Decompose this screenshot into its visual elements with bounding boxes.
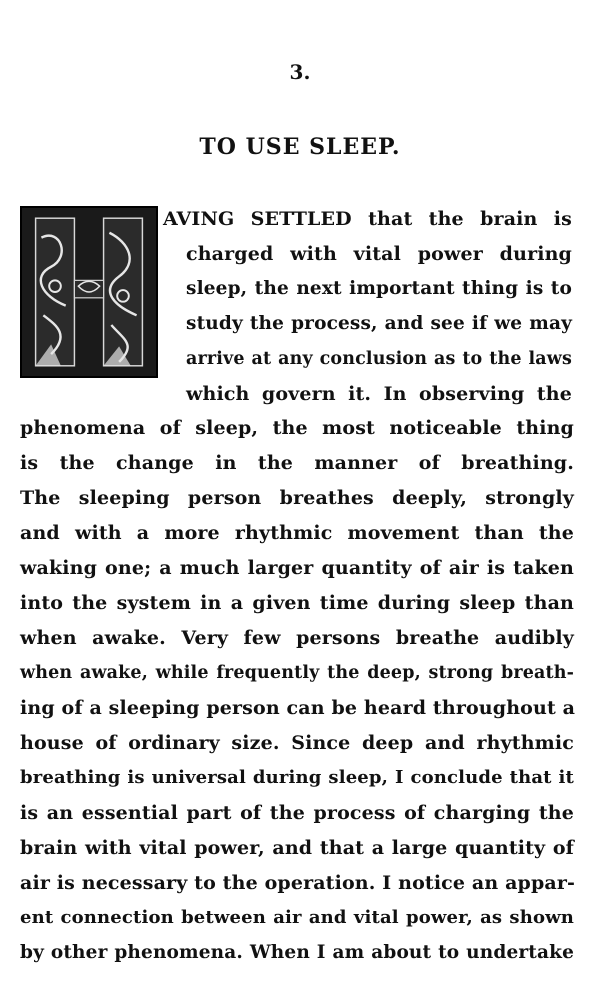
chapter-number: 3. bbox=[289, 60, 311, 84]
dropcap-ornament-icon bbox=[22, 208, 156, 376]
text-line-6: which govern it. In observing the bbox=[186, 383, 572, 405]
ornamental-dropcap-h bbox=[20, 206, 158, 378]
chapter-title: TO USE SLEEP. bbox=[199, 134, 401, 160]
text-line-4: study the process, and see if we may bbox=[186, 313, 572, 334]
text-line-19: brain with vital power, and that a large quantity of bbox=[20, 837, 574, 859]
text-line-10: and with a more rhythmic movement than the bbox=[20, 522, 574, 544]
text-line-12: into the system in a given time during sleep than bbox=[20, 592, 574, 614]
text-line-9: The sleeping person breathes deeply, strongly bbox=[20, 487, 574, 509]
text-line-13: when awake. Very few persons breathe audibly bbox=[20, 627, 574, 649]
text-line-21: ent connection between air and vital power, as shown bbox=[20, 907, 574, 928]
text-line-15: ing of a sleeping person can be heard throughout a bbox=[20, 697, 576, 719]
text-line-20: air is necessary to the operation. I notice an appar- bbox=[20, 872, 576, 894]
text-line-8: is the change in the manner of breathing. bbox=[20, 452, 574, 474]
text-line-14: when awake, while frequently the deep, strong breath- bbox=[20, 663, 574, 683]
text-line-11: waking one; a much larger quantity of air is taken bbox=[20, 557, 574, 579]
text-line-18: is an essential part of the process of charging the bbox=[20, 802, 574, 824]
text-line-16: house of ordinary size. Since deep and rhythmic bbox=[20, 732, 574, 754]
text-line-1: AVING SETTLED that the brain is bbox=[163, 208, 572, 230]
text-line-22: by other phenomena. When I am about to undertake bbox=[20, 942, 574, 963]
text-line-2: charged with vital power during bbox=[186, 243, 572, 265]
text-line-5: arrive at any conclusion as to the laws bbox=[186, 349, 572, 369]
text-line-3: sleep, the next important thing is to bbox=[186, 278, 572, 299]
text-line-7: phenomena of sleep, the most noticeable thing bbox=[20, 417, 574, 439]
text-line-17: breathing is universal during sleep, I conclude that it bbox=[20, 767, 574, 788]
